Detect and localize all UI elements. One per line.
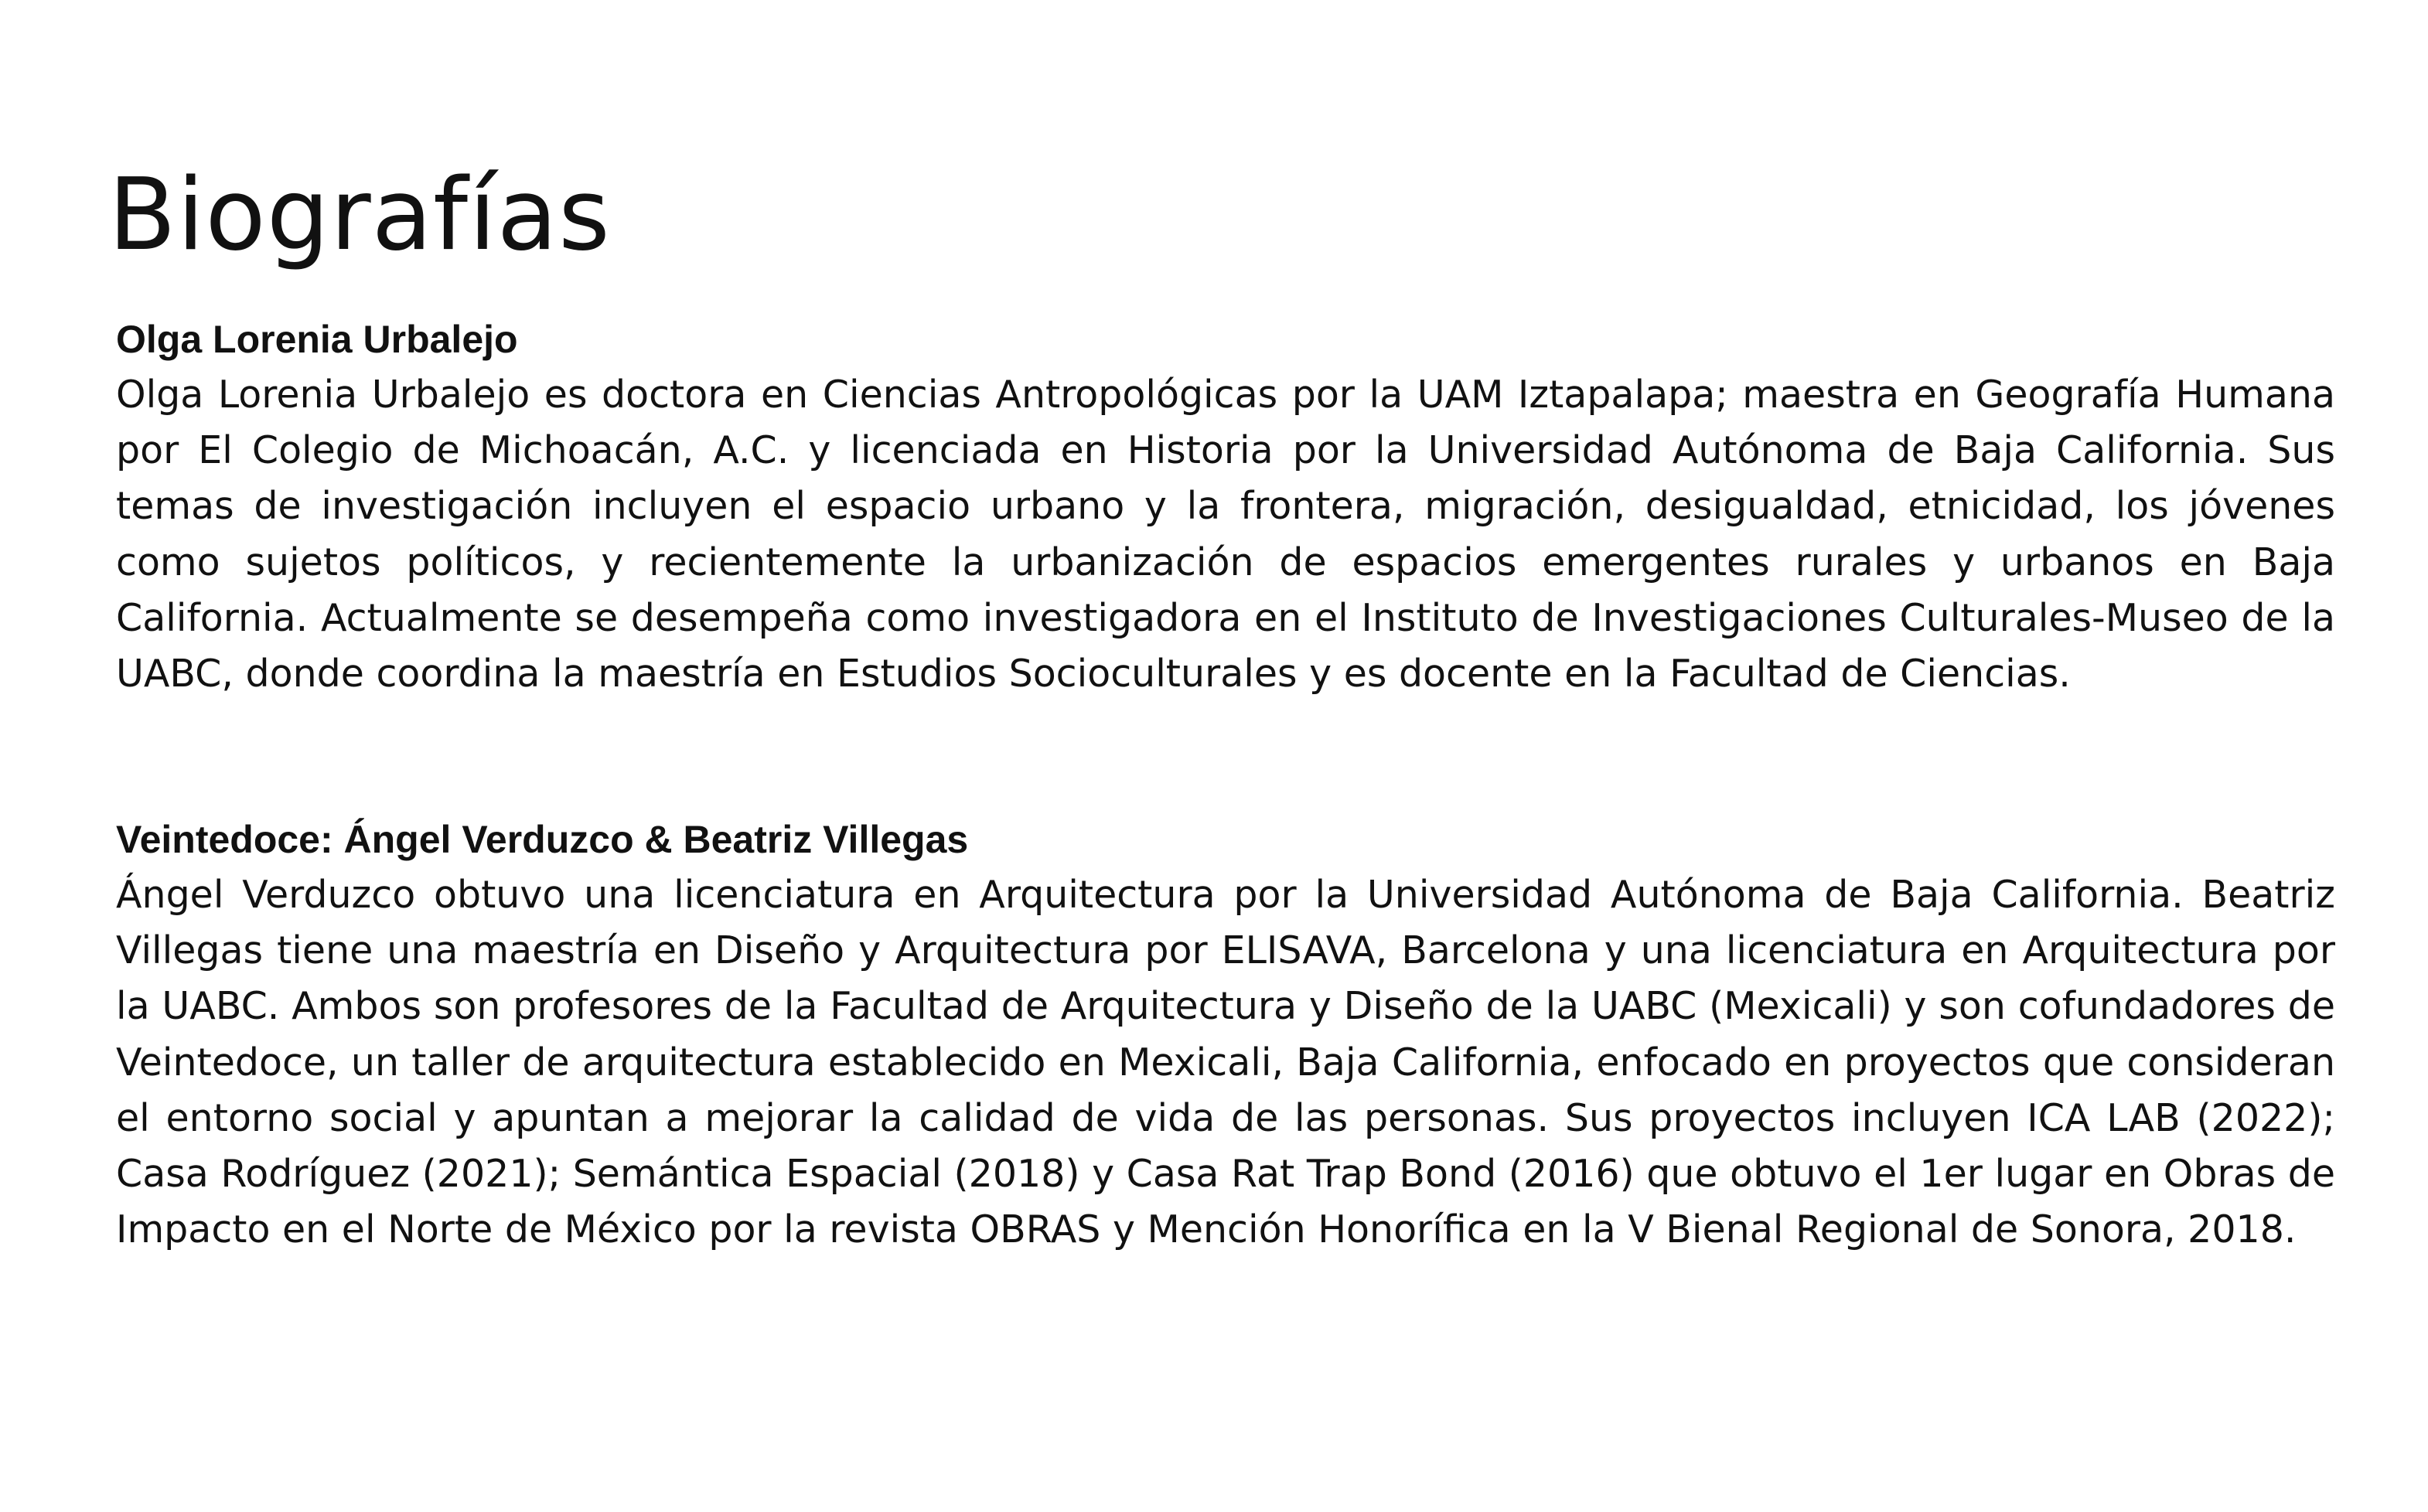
- bio-text: Olga Lorenia Urbalejo es doctora en Ciencias Antropológicas por la UAM Iztapalapa; maestra en Geografía Humana por El Colegio de Michoacán, A.C. y licenciada en Historia por la Universidad Autónoma de Baja California. Sus temas de investigación incluyen el espacio urbano y la frontera, migración, desigualdad, etnicidad, los jóvenes como sujetos políticos, y recientemente la urbanización de espacios emergentes rurales y urbanos en Baja California. Actualmente se desempeña como investigadora en el Instituto de Investigaciones Culturales-Museo de la UABC, donde coordina la maestría en Estudios Socioculturales y es docente en la Facultad de Ciencias.: [116, 373, 2335, 696]
- bio-name: Olga Lorenia Urbalejo: [116, 318, 518, 361]
- page-title: Biografías: [108, 158, 611, 273]
- biography-veintedoce: [116, 812, 2335, 1258]
- bio-name: Veintedoce: Ángel Verduzco & Beatriz Villegas: [116, 818, 969, 861]
- bio-text: Ángel Verduzco obtuvo una licenciatura en Arquitectura por la Universidad Autónoma de Baja California. Beatriz Villegas tiene una maestría en Diseño y Arquitectura por ELISAVA, Barcelona y una licenciatura en Arquitectura por la UABC. Ambos son profesores de la Facultad de Arquitectura y Diseño de la UABC (Mexicali) y son cofundadores de Veintedoce, un taller de arquitectura establecido en Mexicali, Baja California, enfocado en proyectos que consideran el entorno social y apuntan a mejorar la calidad de vida de las personas. Sus proyectos incluyen ICA LAB (2022); Casa Rodríguez (2021); Semántica Espacial (2018) y Casa Rat Trap Bond (2016) que obtuvo el 1er lugar en Obras de Impacto en el Norte de México por la revista OBRAS y Mención Honorífica en la V Bienal Regional de Sonora, 2018.: [116, 873, 2335, 1252]
- biography-olga-lorenia-urbalejo: [116, 312, 2335, 702]
